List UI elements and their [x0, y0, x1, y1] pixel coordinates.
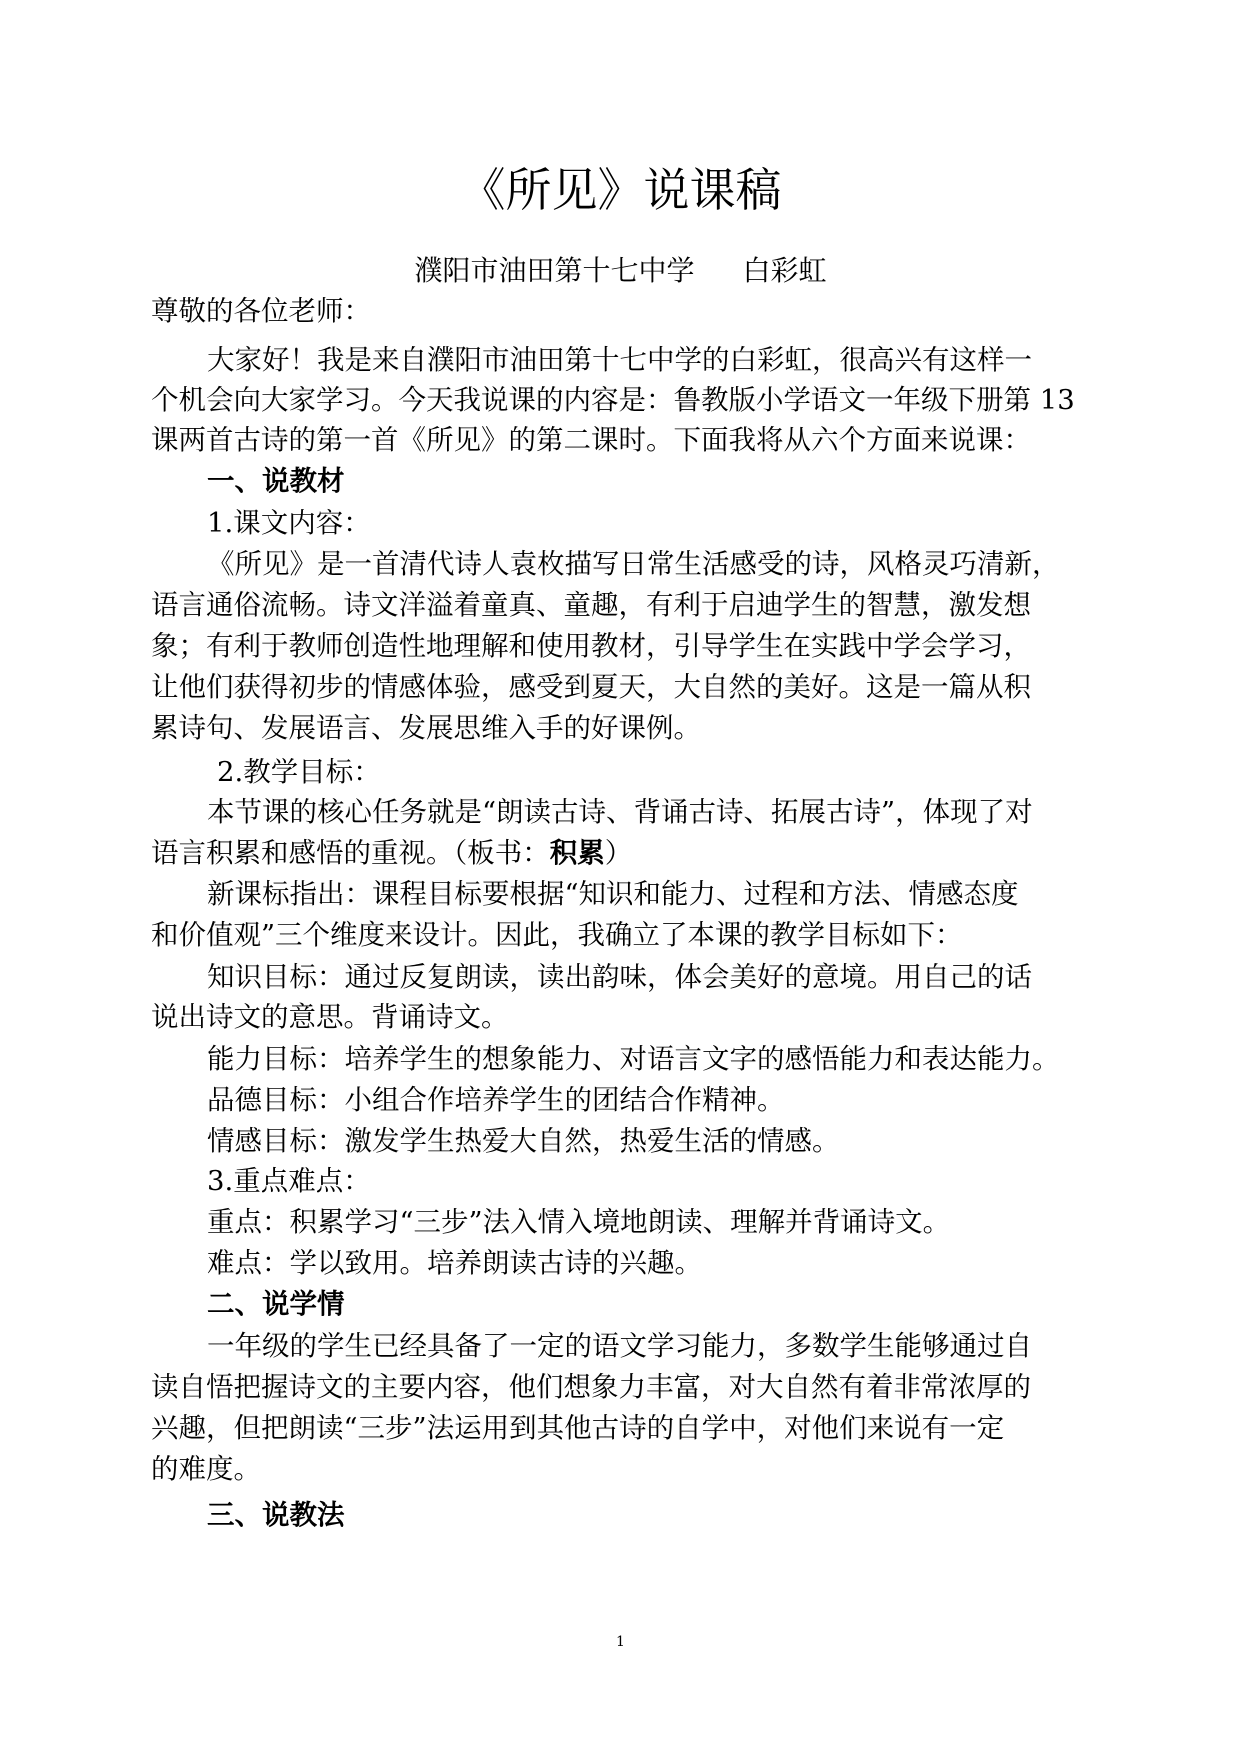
greeting: 尊敬的各位老师： [151, 295, 371, 327]
goals-line-prefix: 语言积累和感悟的重视。（板书： [151, 837, 550, 869]
emotion-goal: 情感目标：激发学生热爱大自然，热爱生活的情感。 [207, 1125, 840, 1157]
key-point: 重点：积累学习“三步”法入情入境地朗读、理解并背诵诗文。 [207, 1206, 951, 1238]
page-number: 1 [616, 1634, 625, 1650]
student-analysis-line: 兴趣，但把朗读“三步”法运用到其他古诗的自学中，对他们来说有一定 [151, 1412, 1005, 1444]
section-heading-student-analysis: 二、说学情 [207, 1288, 345, 1320]
board-note-bold: 积累 [549, 837, 605, 869]
content-line: 累诗句、发展语言、发展思维入手的好课例。 [151, 712, 701, 744]
author-school: 濮阳市油田第十七中学 [414, 254, 695, 287]
intro-line: 个机会向大家学习。今天我说课的内容是：鲁教版小学语文一年级下册第 13 [151, 384, 1075, 416]
content-line: 语言通俗流畅。诗文洋溢着童真、童趣，有利于启迪学生的智慧，激发想 [151, 589, 1031, 621]
content-line: 《所见》是一首清代诗人袁枚描写日常生活感受的诗，风格灵巧清新， [207, 548, 1060, 580]
knowledge-goal-line: 知识目标：通过反复朗读，读出韵味，体会美好的意境。用自己的话 [207, 961, 1032, 993]
difficulty: 难点：学以致用。培养朗读古诗的兴趣。 [207, 1247, 702, 1279]
ability-goal: 能力目标：培养学生的想象能力、对语言文字的感悟能力和表达能力。 [207, 1043, 1060, 1075]
intro-line: 大家好！我是来自濮阳市油田第十七中学的白彩虹，很高兴有这样一 [207, 344, 1032, 376]
section-heading-teaching-material: 一、说教材 [207, 465, 345, 497]
student-analysis-line: 的难度。 [151, 1453, 261, 1485]
subheading-key-points: 3.重点难点： [207, 1165, 371, 1197]
author-name: 白彩虹 [742, 254, 827, 287]
student-analysis-line: 一年级的学生已经具备了一定的语文学习能力，多数学生能够通过自 [207, 1330, 1032, 1362]
knowledge-goal-line: 说出诗文的意思。背诵诗文。 [151, 1001, 509, 1033]
author-line [0, 252, 1241, 290]
goals-line: 本节课的核心任务就是“朗读古诗、背诵古诗、拓展古诗”，体现了对 [207, 796, 1033, 828]
intro-line: 课两首古诗的第一首《所见》的第二课时。下面我将从六个方面来说课： [151, 424, 1031, 456]
page-title: 《所见》说课稿 [459, 163, 782, 217]
content-line: 让他们获得初步的情感体验，感受到夏天，大自然的美好。这是一篇从积 [151, 671, 1031, 703]
standards-line: 和价值观”三个维度来设计。因此，我确立了本课的教学目标如下： [151, 919, 963, 951]
subheading-teaching-goals: 2.教学目标： [217, 756, 381, 788]
student-analysis-line: 读自悟把握诗文的主要内容，他们想象力丰富，对大自然有着非常浓厚的 [151, 1371, 1031, 1403]
moral-goal: 品德目标：小组合作培养学生的团结合作精神。 [207, 1084, 785, 1116]
subheading-text-content: 1.课文内容： [207, 507, 371, 539]
goals-line-suffix: ） [604, 837, 633, 869]
section-heading-teaching-method: 三、说教法 [207, 1499, 345, 1531]
standards-line: 新课标指出：课程目标要根据“知识和能力、过程和方法、情感态度 [207, 878, 1019, 910]
goals-line [151, 833, 632, 873]
content-line: 象；有利于教师创造性地理解和使用教材，引导学生在实践中学会学习， [151, 630, 1031, 662]
